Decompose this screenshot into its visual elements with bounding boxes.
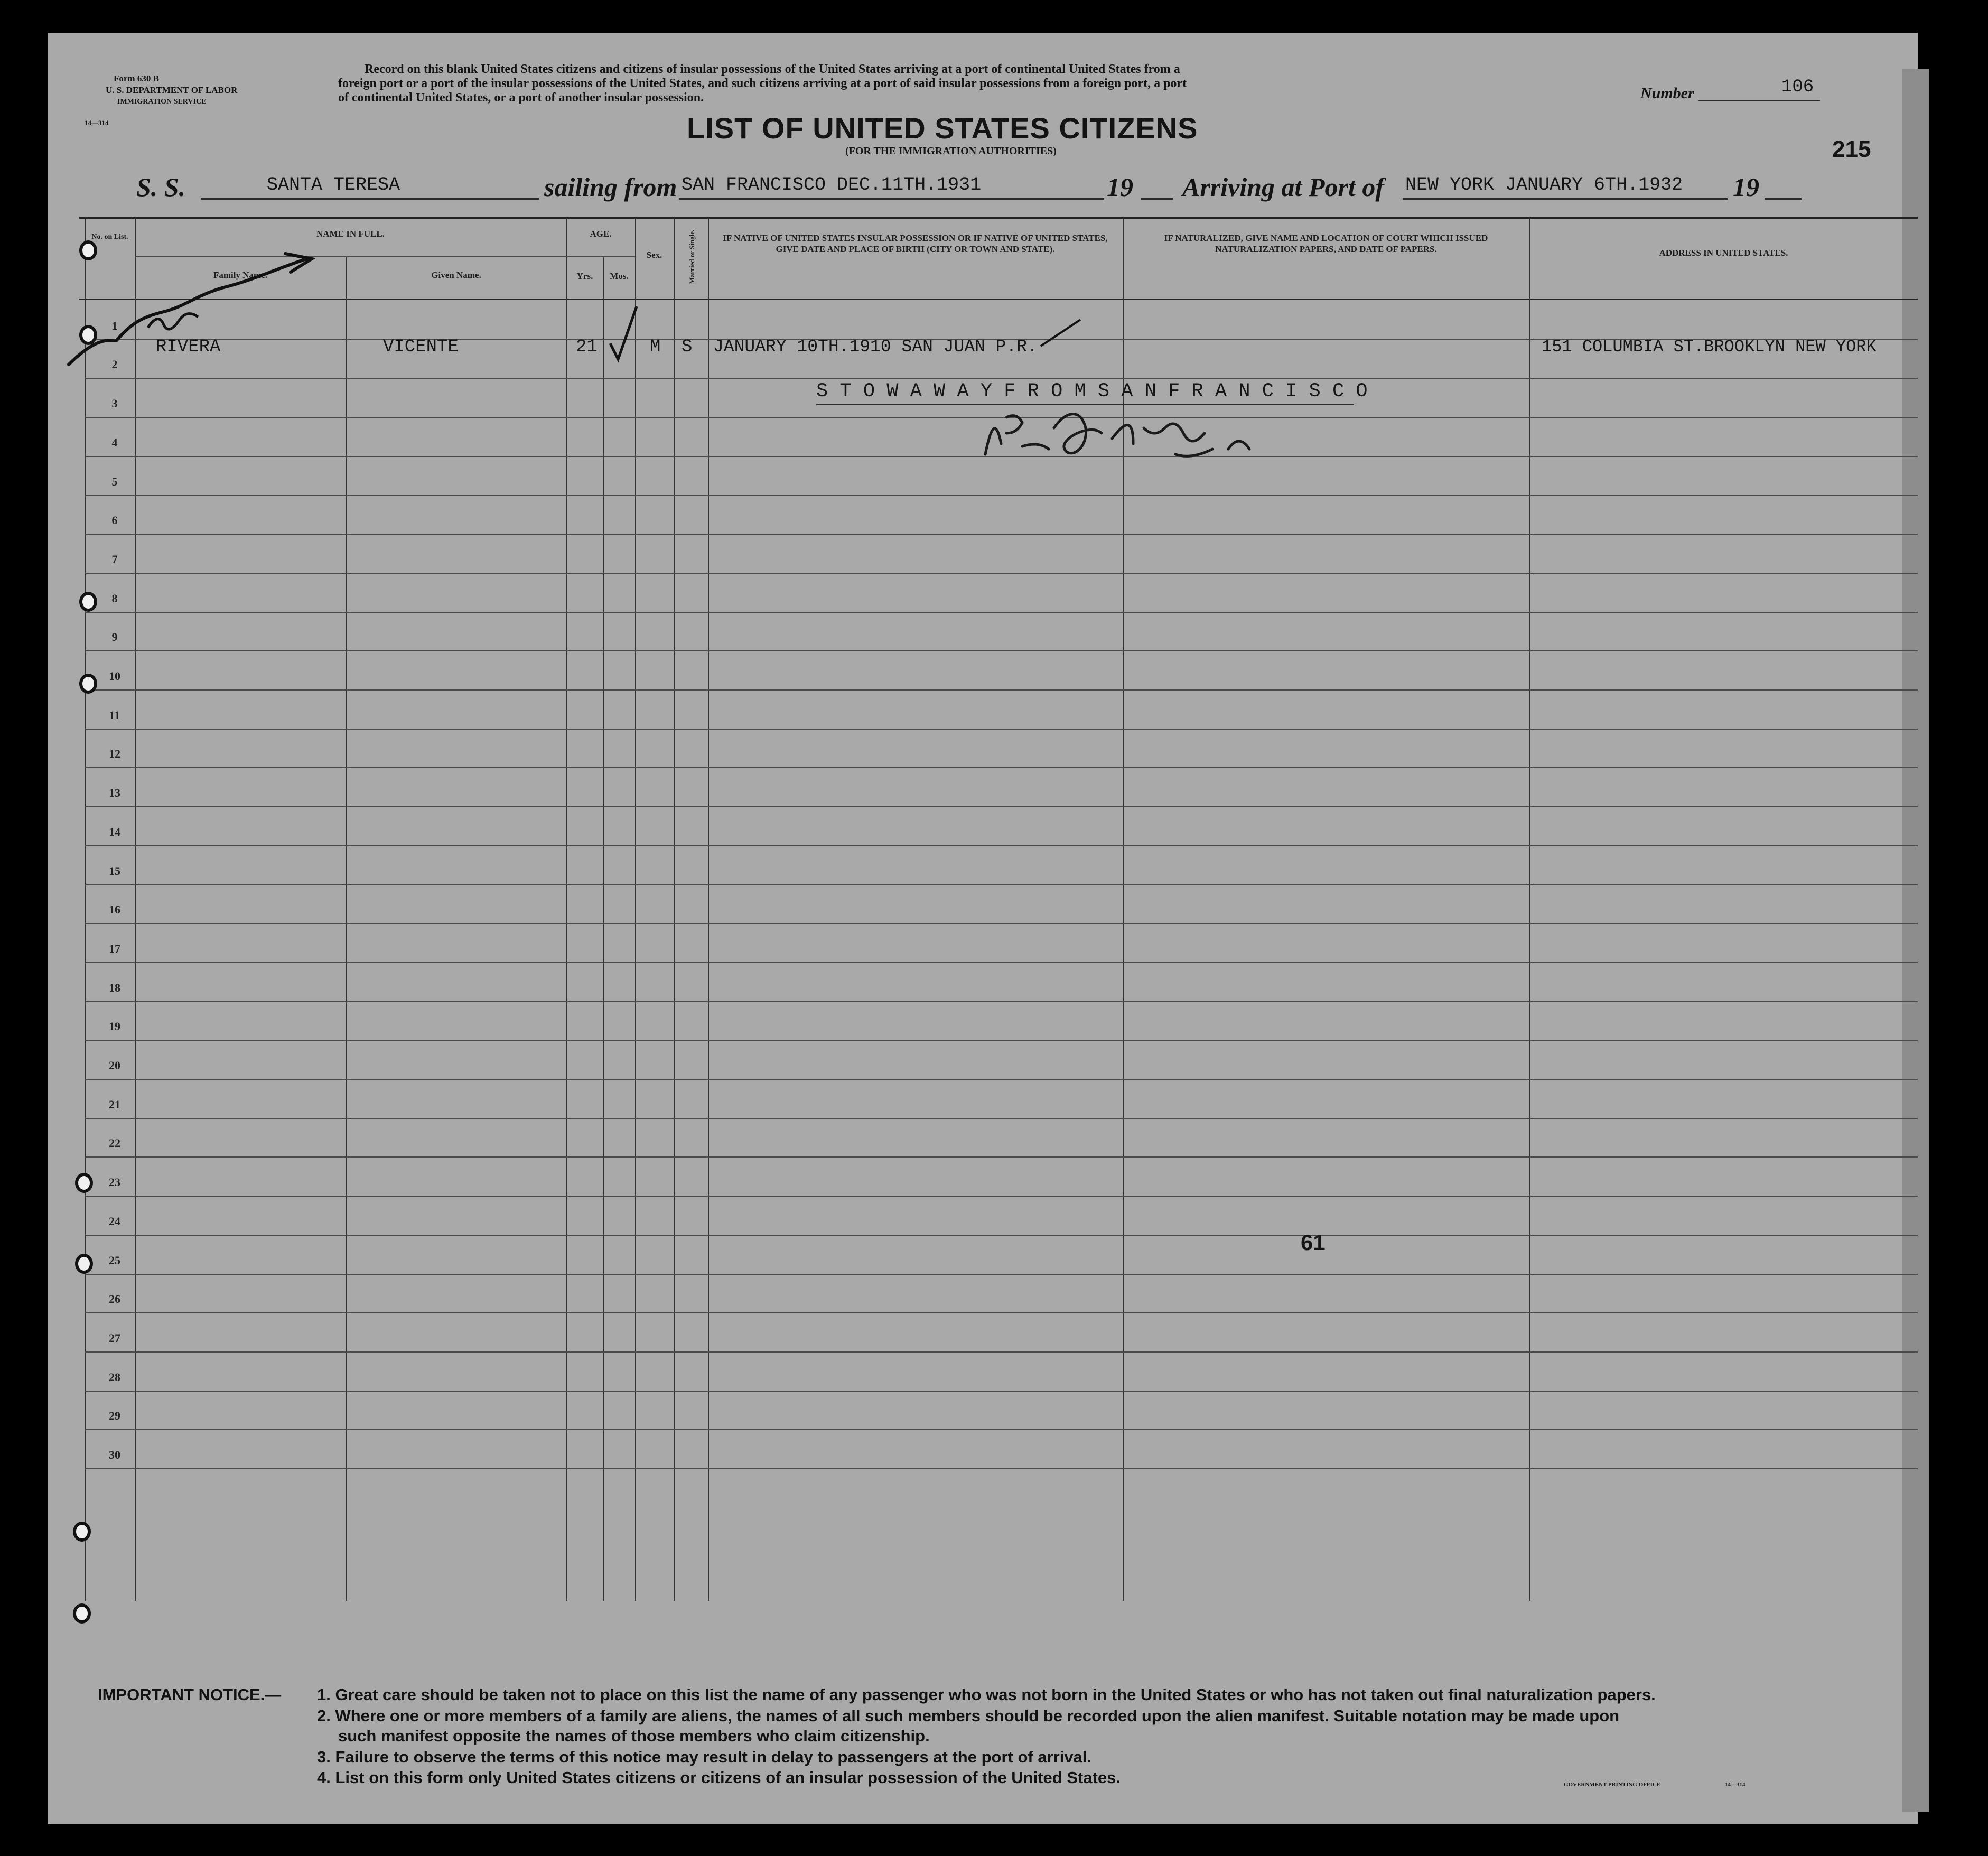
row-rule [85, 689, 1918, 691]
row-rule [85, 1391, 1918, 1392]
punch-hole [79, 674, 97, 694]
row-number: 28 [109, 1370, 120, 1384]
row-number: 24 [109, 1215, 120, 1228]
row-number: 6 [111, 514, 118, 527]
notice-item-4: 4. List on this form only United States citizens or citizens of an insular possession of the United States. [317, 1768, 1121, 1787]
header-sex: Sex. [646, 250, 662, 260]
printer: GOVERNMENT PRINTING OFFICE [1564, 1782, 1661, 1788]
header-mos: Mos. [610, 271, 629, 281]
notice-label: IMPORTANT NOTICE.— [98, 1685, 282, 1704]
row1-sex: M [650, 337, 661, 357]
form-code: 14—314 [85, 119, 109, 127]
record-note-line: foreign port or a port of the insular possessions of the United States, and such citizens arriving at a port of said insular possessions from a foreign port, a port [338, 77, 1187, 90]
row-number: 29 [109, 1409, 120, 1422]
row-rule [85, 1429, 1918, 1430]
year-label-2: 19 [1733, 172, 1759, 202]
punch-hole [73, 1522, 91, 1542]
header-age: AGE. [590, 229, 612, 239]
header-yrs: Yrs. [576, 271, 593, 281]
punch-hole [73, 1603, 91, 1624]
row-number: 15 [109, 864, 120, 878]
header-naturalized: IF NATURALIZED, GIVE NAME AND LOCATION OF COURT WHICH ISSUED NATURALIZATION PAPERS, AND DATE OF PAPERS. [1164, 233, 1488, 254]
row-number: 11 [109, 708, 120, 722]
row1-family-name: RIVERA [156, 337, 221, 357]
notice-item-3: 3. Failure to observe the terms of this notice may result in delay to passengers at the port of arrival. [317, 1748, 1092, 1766]
row-rule [85, 1196, 1918, 1197]
stamp-number: 215 [1832, 136, 1871, 162]
row-rule [85, 1312, 1918, 1313]
row-rule [85, 1118, 1918, 1119]
row-number: 20 [109, 1059, 120, 1072]
row-number: 4 [111, 436, 118, 449]
row1-age-years: 21 [576, 337, 598, 357]
row-rule [85, 650, 1918, 651]
year-label-1: 19 [1107, 172, 1133, 202]
header-no: No. on List. [91, 233, 128, 241]
punch-hole [79, 240, 97, 260]
row-number: 8 [111, 592, 118, 605]
underlying-sheet-edge [1902, 69, 1929, 1812]
punch-hole [79, 592, 97, 612]
row1-marital: S [682, 337, 693, 357]
arriving-port: NEW YORK JANUARY 6TH.1932 [1405, 174, 1683, 195]
handwritten-signature [975, 396, 1271, 475]
row-number: 26 [109, 1292, 120, 1305]
row-number: 17 [109, 942, 120, 955]
header-native: IF NATIVE OF UNITED STATES INSULAR POSSESSION OR IF NATIVE OF UNITED STATES, GIVE DATE AND PLACE OF BIRTH (CITY OR TOWN AND STATE). [723, 233, 1108, 254]
punch-hole [75, 1254, 93, 1274]
row-number: 18 [109, 981, 120, 994]
row-rule [85, 1235, 1918, 1236]
sailing-from: SAN FRANCISCO DEC.11TH.1931 [682, 174, 982, 195]
header-name-in-full: NAME IN FULL. [316, 229, 385, 239]
row-number: 25 [109, 1254, 120, 1267]
row-rule [85, 845, 1918, 846]
row-rule [85, 1001, 1918, 1002]
header-given-name: Given Name. [431, 270, 481, 280]
number-label: Number [1640, 85, 1694, 102]
row-rule [85, 378, 1918, 379]
row-number: 2 [111, 358, 118, 371]
page-number: 61 [1301, 1230, 1326, 1255]
row-number: 9 [111, 630, 118, 643]
number-value: 106 [1781, 77, 1814, 97]
row1-given-name: VICENTE [383, 337, 459, 357]
department: U. S. DEPARTMENT OF LABOR [106, 85, 238, 95]
row-rule [85, 612, 1918, 613]
row-rule [85, 534, 1918, 535]
row-rule [85, 1351, 1918, 1353]
record-note [338, 62, 1187, 105]
punch-hole [75, 1173, 93, 1193]
row-rule [85, 923, 1918, 924]
row-rule [85, 729, 1918, 730]
sailing-label: sailing from [544, 172, 677, 202]
row-number: 22 [109, 1136, 120, 1150]
page-title: LIST OF UNITED STATES CITIZENS [687, 111, 1198, 145]
notice-item-1: 1. Great care should be taken not to place on this list the name of any passenger who was not born in the United States or who has not taken out final naturalization papers. [317, 1685, 1656, 1704]
notice-item-2-cont: such manifest opposite the names of those members who claim citizenship. [338, 1727, 930, 1745]
row-number: 12 [109, 747, 120, 760]
header-address: ADDRESS IN UNITED STATES. [1659, 248, 1788, 258]
row-rule [85, 806, 1918, 807]
row-rule [85, 1156, 1918, 1158]
ss-label: S. S. [136, 172, 186, 202]
notice-item-2: 2. Where one or more members of a family are aliens, the names of all such members should be recorded upon the alien manifest. Suitable notation may be made upon [317, 1706, 1620, 1725]
row-number: 7 [111, 553, 118, 566]
row-number: 21 [109, 1098, 120, 1111]
arriving-label: Arriving at Port of [1182, 172, 1384, 202]
stowaway-annotation: S T O W A W A Y F R O M S A N F R A N C I S C O [816, 380, 1368, 403]
checkmark-birth [1038, 317, 1086, 349]
header-family-name: Family Name. [213, 270, 267, 280]
row-number: 14 [109, 825, 120, 838]
checkmark-age [608, 301, 639, 365]
row-number: 10 [109, 669, 120, 683]
row-rule [85, 1079, 1918, 1080]
row-rule [85, 573, 1918, 574]
page-subtitle: (FOR THE IMMIGRATION AUTHORITIES) [845, 145, 1057, 157]
row-number: 5 [111, 475, 118, 488]
row-number: 30 [109, 1448, 120, 1461]
row-number: 13 [109, 786, 120, 799]
handwritten-margin-note [63, 243, 349, 375]
row-rule [85, 1040, 1918, 1041]
printer-code: 14—314 [1725, 1782, 1746, 1788]
header-married: Married or Single. [688, 229, 696, 284]
row-number: 27 [109, 1331, 120, 1345]
row-rule [85, 1274, 1918, 1275]
row-number: 16 [109, 903, 120, 916]
record-note-line: Record on this blank United States citizens and citizens of insular possessions of the United States arriving at a port of continental United States from a [365, 62, 1180, 76]
form-number: Form 630 B [114, 73, 159, 83]
row-number: 19 [109, 1020, 120, 1033]
ship-name: SANTA TERESA [267, 174, 400, 195]
service: IMMIGRATION SERVICE [117, 98, 207, 106]
row1-address: 151 COLUMBIA ST.BROOKLYN NEW YORK [1542, 337, 1877, 357]
row-rule [85, 962, 1918, 963]
row-rule [85, 495, 1918, 496]
row-number: 3 [111, 397, 118, 410]
row-number: 1 [111, 319, 118, 332]
row-rule [85, 767, 1918, 768]
record-note-line: of continental United States, or a port of another insular possession. [338, 91, 704, 105]
row-rule [85, 884, 1918, 885]
row-number: 23 [109, 1176, 120, 1189]
punch-hole [79, 325, 97, 345]
row-rule [85, 1468, 1918, 1469]
row1-birth: JANUARY 10TH.1910 SAN JUAN P.R. [713, 337, 1038, 357]
